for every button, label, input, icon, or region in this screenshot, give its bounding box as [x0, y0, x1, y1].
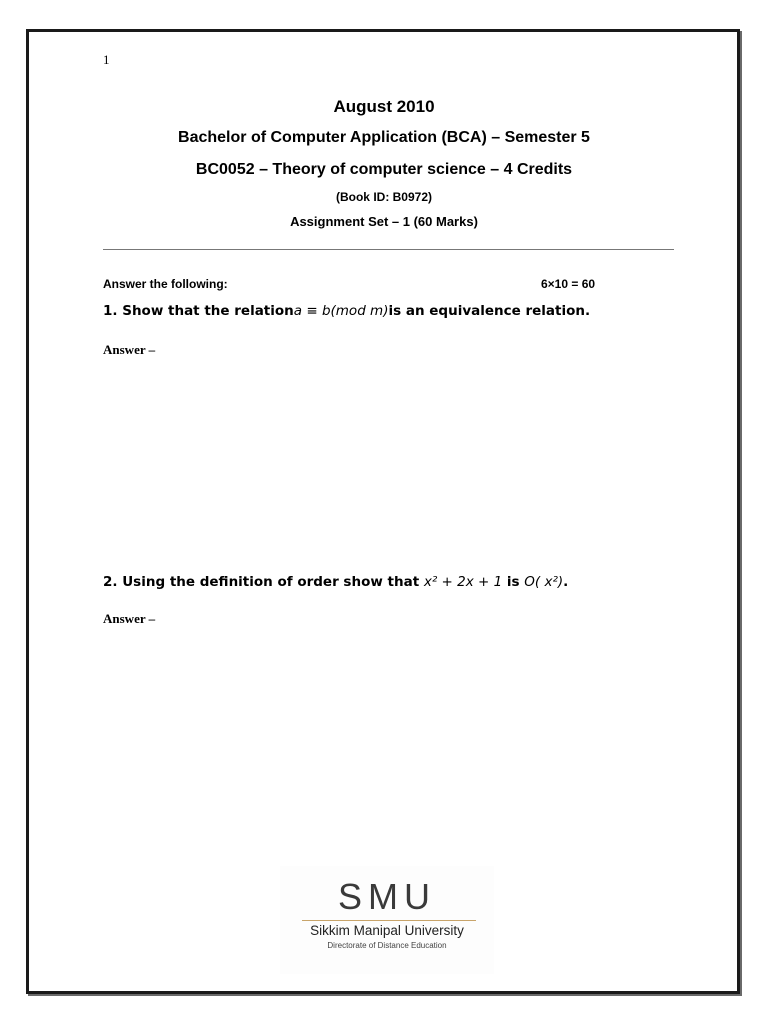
header-divider — [103, 249, 674, 250]
answer-1-label: Answer – — [103, 342, 156, 357]
total-marks: 6×10 = 60 — [541, 277, 596, 291]
question-2-math-2: O( x²) — [524, 574, 564, 590]
smu-logo — [280, 866, 494, 974]
question-2-math: x² + 2x + 1 — [423, 574, 503, 590]
assignment-title: Assignment Set – 1 (60 Marks) — [290, 214, 478, 229]
answer-2-label: Answer – — [103, 611, 156, 626]
program-title: Bachelor of Computer Application (BCA) – Semester 5 — [178, 129, 590, 146]
page-number: 1 — [103, 52, 110, 67]
logo-abbr: SMU — [338, 876, 436, 917]
question-2 — [103, 574, 568, 590]
question-1-suffix: is an equivalence relation. — [388, 303, 591, 319]
logo-rule — [302, 920, 476, 921]
question-1 — [103, 303, 590, 319]
question-2-text: 2. Using the definition of order show that — [103, 574, 424, 590]
question-1-math: a ≡ b(mod m) — [293, 303, 389, 319]
question-1-text: 1. Show that the relation — [103, 303, 294, 319]
exam-date: August 2010 — [333, 97, 435, 116]
question-2-mid: is — [502, 574, 525, 590]
book-id: (Book ID: B0972) — [335, 190, 433, 204]
question-2-suffix: . — [563, 574, 569, 590]
logo-university-name: Sikkim Manipal University — [310, 923, 464, 938]
course-title: BC0052 – Theory of computer science – 4 Credits — [195, 161, 573, 178]
logo-tagline: Directorate of Distance Education — [327, 941, 447, 950]
instructions-label: Answer the following: — [103, 277, 228, 291]
